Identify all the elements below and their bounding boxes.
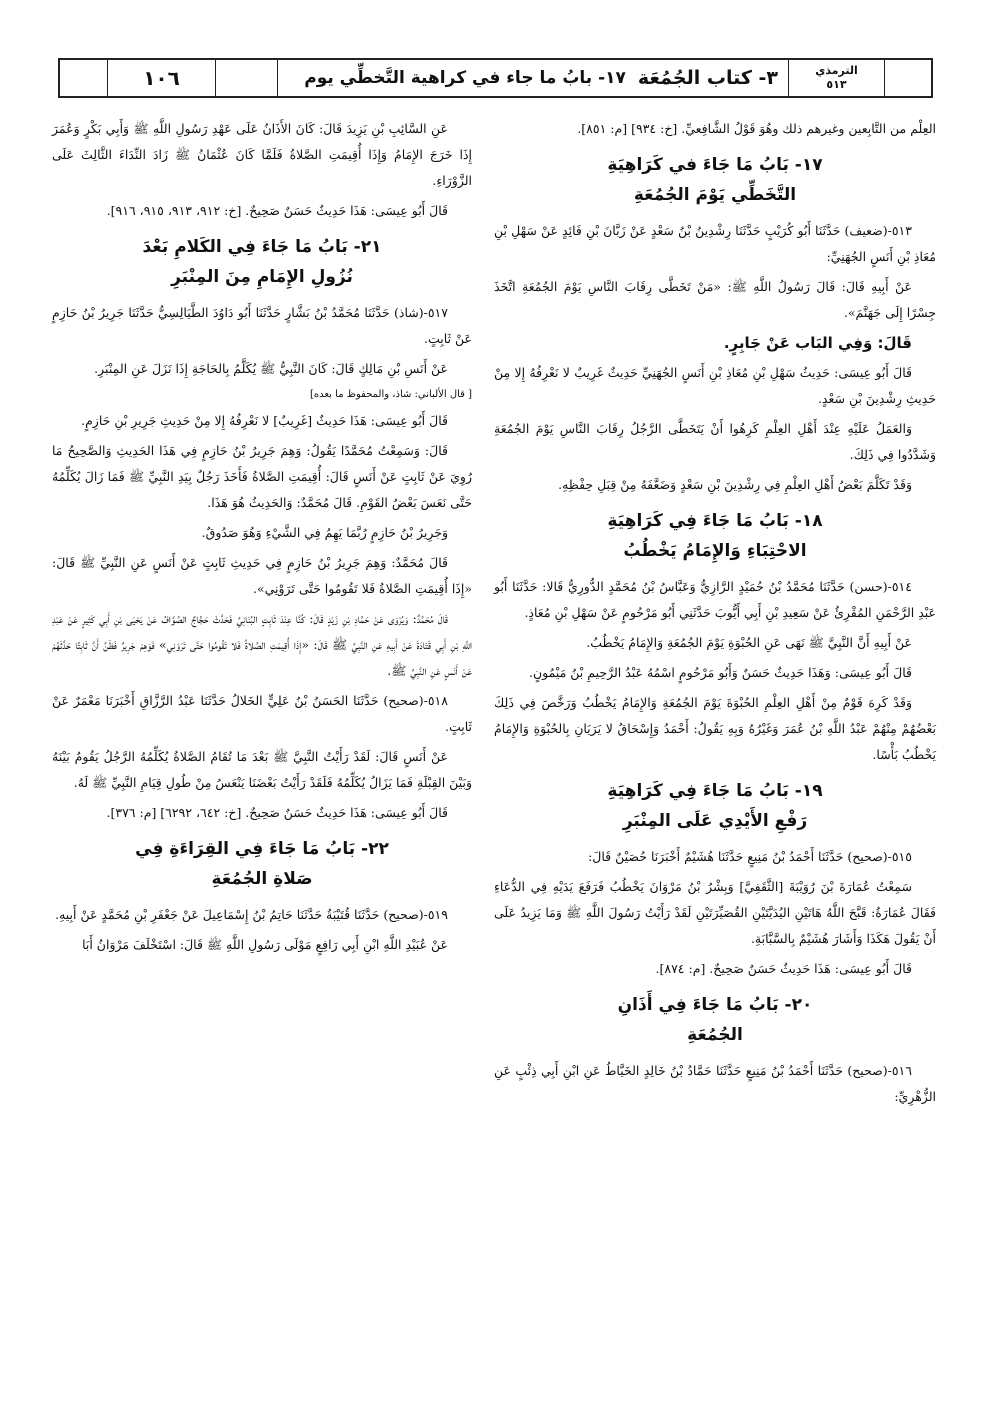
albani-note: [ قال الألباني: شاذ، والمحفوظ ما بعده] [309,389,472,400]
hadith-519: ٥١٩-(صحيح) حَدَّثَنَا قُتَيْبَةُ حَدَّثَنَا حَاتِمُ بْنُ إِسْمَاعِيلَ عَنْ جَعْفَرِ بْنِ مُحَمَّدٍ عَنْ أَبِيهِ. [55,907,448,922]
hadith-517: ٥١٧-(شاذ) حَدَّثَنَا مُحَمَّدُ بْنُ بَشَّارٍ حَدَّثَنَا أَبُو دَاوُدَ الطَّيَالِسِيُّ حَدَّثَنَا جَرِيرُ بْنُ حَازِمٍ عَنْ ثَابِتٍ. [52,305,472,346]
page-number: ١٠٦ [108,60,216,96]
chapter-running-title: ١٧- بابُ ما جاء في كراهية التَّخطِّي يوم [304,68,626,88]
header-cell-blank [216,60,278,96]
heading-line: ١٩- بَابُ مَا جَاءَ فِي كَرَاهِيَةِ [607,781,823,801]
right-column [494,116,936,1114]
running-header [58,58,933,98]
source-number: ٥١٣ [826,78,847,91]
heading-line: رَفْعِ الأَيْدِي عَلَى المِنْبَرِ [622,811,808,831]
chapter-heading-21 [52,232,472,292]
abu-isa-comment: قَالَ أَبُو عِيسَى: هَذَا حَدِيثٌ حَسَنٌ صَحِيحٌ. [خ: ٦٤٢، ٦٢٩٢] [م: ٣٧٦]. [106,805,448,820]
hadith-text: عَنْ أَبِيهِ قَالَ: قَالَ رَسُولُ اللَّهِ ﷺ: «مَنْ تَخَطَّى رِقَابَ النَّاسِ يَوْمَ الجُمُعَةِ اتَّخَذَ جِسْرًا إِلَى جَهَنَّمَ». [494,279,936,320]
paragraph: وَقَدْ كَرِهَ قَوْمٌ مِنْ أَهْلِ العِلْمِ الحُبْوَةَ يَوْمَ الجُمُعَةِ وَالإِمَامُ يَخْطُبُ وَرَخَّصَ فِي ذَلِكَ بَعْضُهُمْ مِنْهُمْ عَبْدُ اللَّهِ بْنُ عُمَرَ وَغَيْرُهُ وَبِهِ يَقُولُ: أَحْمَدُ وَإِسْحَاقُ لا يَرَيَانِ بِالحُبْوَةِ وَالإِمَامُ يَخْطُبُ بَأْسًا. [494,695,936,762]
chapter-heading-18 [494,506,936,566]
hadith-515: ٥١٥-(صحيح) حَدَّثَنَا أَحْمَدُ بْنُ مَنِيعٍ حَدَّثَنَا هُشَيْمٌ أَخْبَرَنَا حُصَيْنٌ قَالَ: [588,849,912,864]
chapter-heading-19 [494,776,936,836]
hadith-514: ٥١٤-(حسن) حَدَّثَنَا مُحَمَّدُ بْنُ حُمَيْدٍ الرَّازِيُّ وَعَبَّاسُ بْنُ مُحَمَّدٍ الدُّورِيُّ قَالا: حَدَّثَنَا أَبُو عَبْدِ الرَّحْمَنِ المُقْرِئُ عَنْ سَعِيدِ بْنِ أَبِي أَيُّوبَ حَدَّثَنِي أَبُو مَرْحُومٍ عَنْ سَهْلِ بْنِ مُعَاذٍ. [494,579,936,620]
abu-isa-comment: قَالَ أَبُو عِيسَى: هَذَا حَدِيثٌ [غَرِيبٌ] لا نَعْرِفُهُ إِلا مِنْ حَدِيثِ جَرِيرِ بْنِ حَازِمٍ. [81,413,448,428]
heading-line: ٢٠- بَابُ مَا جَاءَ فِي أَذَانِ [617,995,813,1015]
left-column [52,116,472,962]
paragraph: وَقَدْ تَكَلَّمَ بَعْضُ أَهْلِ العِلْمِ فِي رِشْدِينَ بْنِ سَعْدٍ وَضَعَّفَهُ مِنْ قِبَلِ حِفْظِهِ. [558,477,912,492]
paragraph: قَالَ: وَسَمِعْتُ مُحَمَّدًا يَقُولُ: وَهِمَ جَرِيرُ بْنُ حَازِمٍ فِي هَذَا الحَدِيثِ وَالصَّحِيحُ مَا رُوِيَ عَنْ ثَابِتٍ عَنْ أَنَسٍ قَالَ: أُقِيمَتِ الصَّلاةُ فَأَخَذَ رَجُلٌ بِيَدِ النَّبِيِّ ﷺ فَمَا زَالَ يُكَلِّمُهُ حَتَّى نَعَسَ بَعْضُ القَوْمِ. قَالَ مُحَمَّدٌ: وَالحَدِيثُ هُوَ هَذَا. [52,443,472,510]
source-cell [789,60,885,96]
header-title-cell [278,60,789,96]
heading-line: التَّخَطِّي يَوْمَ الجُمُعَةِ [633,185,797,205]
book-title: ٣- كتاب الجُمُعَة [637,67,778,89]
chapter-heading-20 [494,990,936,1050]
hadith-text: عَنْ أَنَسٍ قَالَ: لَقَدْ رَأَيْتُ النَّبِيَّ ﷺ بَعْدَ مَا تُقَامُ الصَّلاةُ يُكَلِّمُهُ الرَّجُلُ يَقُومُ بَيْنَهُ وَبَيْنَ القِبْلَةِ فَمَا يَزَالُ يُكَلِّمُهُ فَلَقَدْ رَأَيْتُ بَعْضَنَا يَنْعَسُ مِنْ طُولِ قِيَامِ النَّبِيِّ ﷺ لَهُ. [52,749,472,790]
header-cell-blank-right [885,60,931,96]
hadith-text: سَمِعْتُ عُمَارَةَ بْنَ رُوَيْبَةَ [الثَّقَفِيَّ] وَبِشْرُ بْنُ مَرْوَانَ يَخْطُبُ فَرَفَعَ يَدَيْهِ فِي الدُّعَاءِ فَقَالَ عُمَارَةُ: قَبَّحَ اللَّهُ هَاتَيْنِ اليُدَيَّتَيْنِ القُصَيِّرَتَيْنِ لَقَدْ رَأَيْتُ رَسُولَ اللَّهِ ﷺ وَمَا يَزِيدُ عَلَى أَنْ يَقُولَ هَكَذَا وَأَشَارَ هُشَيْمٌ بِالسَّبَّابَةِ. [494,879,936,946]
hadith-518: ٥١٨-(صحيح) حَدَّثَنَا الحَسَنُ بْنُ عَلِيٍّ الخَلالُ حَدَّثَنَا عَبْدُ الرَّزَّاقِ أَخْبَرَنَا مَعْمَرٌ عَنْ ثَابِتٍ. [52,693,472,734]
bab-note: قَالَ: وَفِي البَاب عَنْ جَابِرٍ. [723,334,912,352]
chapter-heading-17 [494,150,936,210]
source-name: الترمذي [815,64,858,77]
heading-line: ٢١- بَابُ مَا جَاءَ فِي الكَلامِ بَعْدَ [142,237,382,257]
heading-line: الجُمُعَةِ [687,1025,743,1045]
paragraph: وَجَرِيرُ بْنُ حَازِمٍ رُبَّمَا يَهِمُ فِي الشَّيْءِ وَهُوَ صَدُوقٌ. [201,525,448,540]
header-cell-blank-left [60,60,108,96]
heading-line: نُزُولِ الإِمَامِ مِنَ المِنْبَرِ [171,267,353,287]
abu-isa-comment: قَالَ أَبُو عِيسَى: وَهَذَا حَدِيثٌ حَسَنٌ وَأَبُو مَرْحُومٍ اسْمُهُ عَبْدُ الرَّحِيمِ بْنُ مَيْمُونٍ. [529,665,912,680]
heading-line: الاحْتِبَاءِ وَالإِمَامُ يَخْطُبُ [623,541,807,561]
paragraph: قَالَ مُحَمَّدٌ: وَيُرْوَى عَنْ حَمَّادِ بْنِ زَيْدٍ قَالَ: كُنَّا عِنْدَ ثَابِتٍ البُنَانِيِّ فَحَدَّثَ حَجَّاجٌ الصَّوَّافُ عَنْ يَحْيَى بْنِ أَبِي كَثِيرٍ عَنْ عَبْدِ اللَّهِ بْنِ أَبِي قَتَادَةَ عَنْ أَبِيهِ عَنِ النَّبِيِّ ﷺ قَالَ: «إِذَا أُقِيمَتِ الصَّلاةُ فَلا تَقُومُوا حَتَّى تَرَوْنِي» فَوَهِمَ جَرِيرٌ فَظَنَّ أَنَّ ثَابِتًا حَدَّثَهُمْ عَنْ أَنَسٍ عَنِ النَّبِيِّ ﷺ. [52,611,472,678]
heading-line: صَلاةِ الجُمُعَةِ [211,869,313,889]
paragraph: العِلْم من التَّابِعين وغيرهم ذلك وهُوَ قَوْلُ الشَّافِعيِّ. [خ: ٩٣٤] [م: ٨٥١]. [577,121,936,136]
paragraph: وَالعَمَلُ عَلَيْهِ عِنْدَ أَهْلِ العِلْمِ كَرِهُوا أَنْ يَتَخَطَّى الرَّجُلُ رِقَابَ النَّاسِ يَوْمَ الجُمُعَةِ وَشَدَّدُوا فِي ذَلِكَ. [494,421,936,462]
abu-isa-comment: قَالَ أَبُو عِيسَى: هَذَا حَدِيثٌ حَسَنٌ صَحِيحٌ. [خ: ٩١٢، ٩١٣، ٩١٥، ٩١٦]. [106,203,448,218]
hadith-516: ٥١٦-(صحيح) حَدَّثَنَا أَحْمَدُ بْنُ مَنِيعٍ حَدَّثَنَا حَمَّادُ بْنُ خَالِدٍ الخَيَّاطُ عَنِ ابْنِ أَبِي ذِئْبٍ عَنِ الزُّهْرِيِّ: [494,1063,936,1104]
hadith-text: عَنْ أَبِيهِ أَنَّ النَّبِيَّ ﷺ نَهَى عَنِ الحُبْوَةِ يَوْمَ الجُمُعَةِ وَالإِمَامُ يَخْطُبُ. [586,635,912,650]
abu-isa-comment: قَالَ أَبُو عِيسَى: حَدِيثُ سَهْلِ بْنِ مُعَاذِ بْنِ أَنَسٍ الجُهَنِيِّ حَدِيثٌ غَرِيبٌ لا نَعْرِفُهُ إِلا مِنْ حَدِيثِ رِشْدِينَ بْنِ سَعْدٍ. [494,365,936,406]
paragraph: قَالَ مُحَمَّدٌ: وَهِمَ جَرِيرُ بْنُ حَازِمٍ فِي حَدِيثِ ثَابِتٍ عَنْ أَنَسٍ عَنِ النَّبِيِّ ﷺ قَالَ: «إِذَا أُقِيمَتِ الصَّلاةُ فَلا تَقُومُوا حَتَّى تَرَوْنِي». [52,555,472,596]
heading-line: ٢٢- بَابُ مَا جَاءَ فِي القِرَاءَةِ فِي [135,839,389,859]
heading-line: ١٨- بَابُ مَا جَاءَ فِي كَرَاهِيَةِ [607,511,823,531]
hadith-text: عَنْ أَنَسِ بْنِ مَالِكٍ قَالَ: كَانَ النَّبِيُّ ﷺ يُكَلَّمُ بِالحَاجَةِ إِذَا نَزَلَ عَنِ المِنْبَرِ. [94,361,448,376]
hadith-text: عَنِ السَّائِبِ بْنِ يَزِيدَ قَالَ: كَانَ الأَذَانُ عَلَى عَهْدِ رَسُولِ اللَّهِ ﷺ وَأَبِي بَكْرٍ وَعُمَرَ إِذَا خَرَجَ الإِمَامُ وَإِذَا أُقِيمَتِ الصَّلاةُ فَلَمَّا كَانَ عُثْمَانُ ﷺ زَادَ النِّدَاءَ الثَّالِثَ عَلَى الزَّوْرَاءِ. [52,121,472,188]
hadith-513: ٥١٣-(ضعيف) حَدَّثَنَا أَبُو كُرَيْبٍ حَدَّثَنَا رِشْدِينُ بْنُ سَعْدٍ عَنْ زَبَّانَ بْنِ فَائِدٍ عَنْ سَهْلِ بْنِ مُعَاذِ بْنِ أَنَسٍ الجُهَنِيِّ: [494,223,936,264]
chapter-heading-22 [52,834,472,894]
hadith-text: عَنْ عُبَيْدِ اللَّهِ ابْنِ أَبِي رَافِعٍ مَوْلَى رَسُولِ اللَّهِ ﷺ قَالَ: اسْتَخْلَفَ مَرْوَانُ أَبَا [82,937,448,952]
heading-line: ١٧- بَابُ مَا جَاءَ في كَرَاهِيَةِ [607,155,823,175]
abu-isa-comment: قَالَ أَبُو عِيسَى: هَذَا حَدِيثٌ حَسَنٌ صَحِيحٌ. [م: ٨٧٤]. [655,961,912,976]
